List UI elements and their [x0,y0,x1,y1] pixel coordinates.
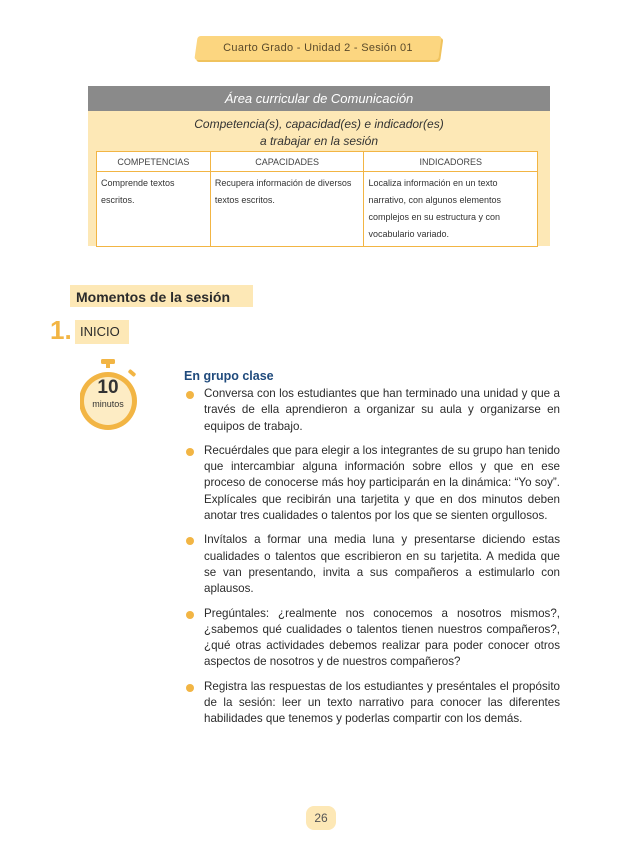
table-header-cell: COMPETENCIAS [97,152,211,172]
timer-value: 10 [97,377,119,398]
list-item [184,443,560,524]
bullet-dot-icon [186,448,194,456]
curricular-title: Área curricular de Comunicación [88,86,550,111]
list-item-text: Registra las respuestas de los estudiantes y preséntales el propósito de la sesión: leer un texto narrativo para conocer las diferentes habilidades que tenemos y poderlas compartir con los demás. [204,679,560,726]
curricular-subtitle-line1: Competencia(s), capacidad(es) e indicador(es) [194,117,444,131]
momentos-title: Momentos de la sesión [76,289,231,305]
curricular-subtitle-line2: a trabajar en la sesión [259,134,379,148]
competencias-table [96,151,538,247]
curricular-subtitle [88,116,550,150]
table-cell-capacidad: Recupera información de diversos textos escritos. [210,172,364,247]
group-title: En grupo clase [184,369,274,383]
table-header-cell: CAPACIDADES [210,152,364,172]
bullet-dot-icon [186,537,194,545]
table-cell-competencia: Comprende textos escritos. [97,172,211,247]
table-row [97,172,538,247]
list-item [184,606,560,671]
list-item [184,532,560,597]
table-cell-indicador: Localiza información en un texto narrativo, con algunos elementos complejos en su estructura y con vocabulario variado. [364,172,538,247]
list-item-text: Pregúntales: ¿realmente nos conocemos a nosotros mismos?, ¿sabemos qué cualidades o talentos tienen nuestros compañeros?, ¿qué otras actividades debemos realizar para poder conocer otros aspectos de nosotros y de nuestros compañeros? [204,606,560,669]
bullet-dot-icon [186,391,194,399]
list-item [184,386,560,435]
list-item-text: Invítalos a formar una media luna y presentarse diciendo estas cualidades o talentos que escribieron en su tarjetita. A medida que se van presentando, invita a sus compañeros a estimularlo con aplausos. [204,533,560,596]
list-item-text: Recuérdales que para elegir a los integrantes de su grupo han tenido que intercambiar alguna información sobre ellos y que en ese proceso de conocerse más hoy participarán en la dinámica: “Yo soy”. Explícales que recibirán una tarjetita y que en dos minutos deben anotar tres cualidades o talentos por los que se sienten orgullosos. [204,443,560,523]
list-item [184,679,560,728]
timer-unit: minutos [92,399,124,409]
inicio-label: INICIO [80,324,120,339]
bullet-dot-icon [186,684,194,692]
header-label: Cuarto Grado - Unidad 2 - Sesión 01 [223,42,413,54]
bullet-dot-icon [186,611,194,619]
table-header-cell: INDICADORES [364,152,538,172]
section-number: 1. [50,315,72,345]
table-header-row [97,152,538,172]
page-number: 26 [314,811,328,825]
list-item-text: Conversa con los estudiantes que han terminado una unidad y que a través de ella aprendieron a organizar su aula y organizarse en equipos de trabajo. [204,387,560,433]
activity-list [184,386,560,736]
